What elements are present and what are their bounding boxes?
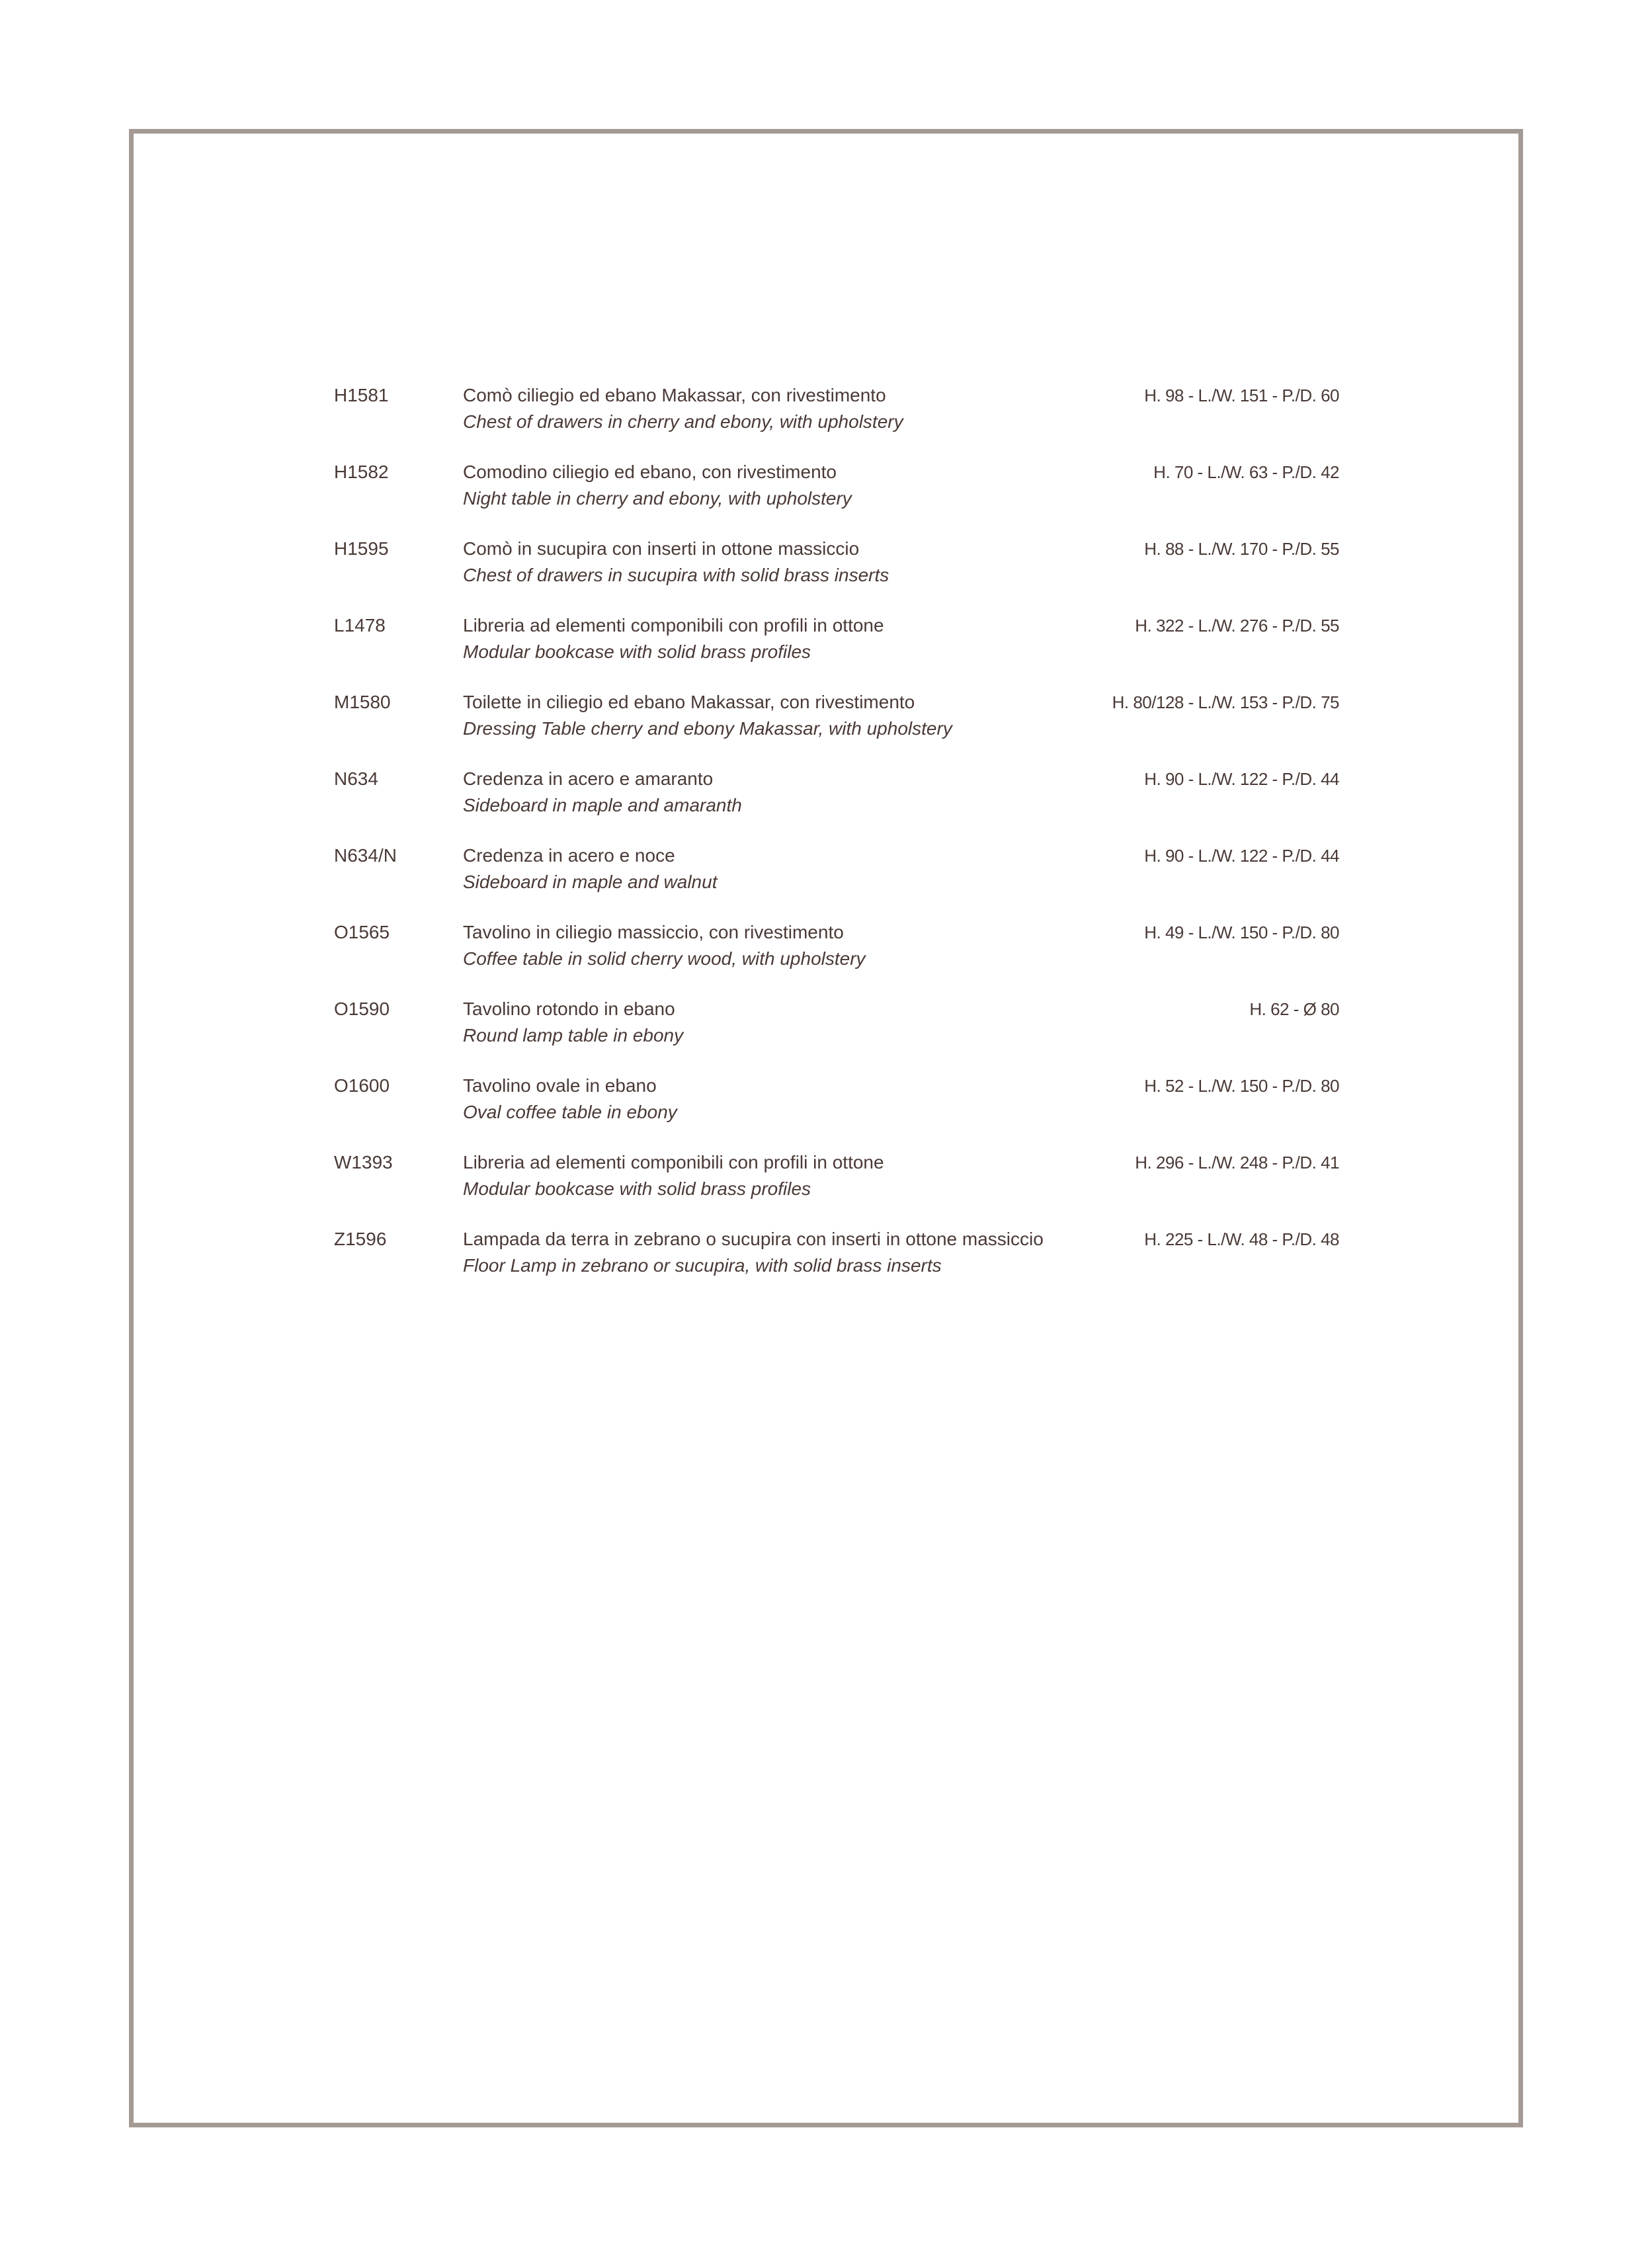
item-dimensions: H. 322 - L./W. 276 - P./D. 55	[1135, 616, 1339, 636]
item-description-english: Modular bookcase with solid brass profiles	[463, 1178, 811, 1199]
catalog-item	[334, 1073, 1339, 1126]
item-description-english: Night table in cherry and ebony, with upholstery	[463, 488, 852, 509]
item-description-italian: Libreria ad elementi componibili con profili in ottone	[463, 1152, 884, 1172]
item-dimensions: H. 62 - Ø 80	[1249, 999, 1339, 1019]
item-code: H1582	[334, 462, 389, 482]
item-description-italian: Comò in sucupira con inserti in ottone massiccio	[463, 538, 860, 559]
catalog-item	[334, 1226, 1339, 1279]
item-description-italian: Libreria ad elementi componibili con profili in ottone	[463, 615, 884, 636]
item-description-italian: Credenza in acero e noce	[463, 845, 675, 866]
item-code: O1600	[334, 1075, 390, 1096]
item-description	[463, 536, 1045, 589]
item-description	[463, 382, 1045, 435]
item-description-italian: Tavolino in ciliegio massiccio, con rivestimento	[463, 922, 844, 942]
catalog-list	[334, 382, 1339, 1303]
catalog-item	[334, 996, 1339, 1049]
item-description-english: Chest of drawers in sucupira with solid brass inserts	[463, 565, 889, 585]
item-dimensions: H. 49 - L./W. 150 - P./D. 80	[1144, 923, 1339, 942]
catalog-item	[334, 842, 1339, 895]
item-description	[463, 996, 1045, 1049]
item-description-italian: Comodino ciliegio ed ebano, con rivestimento	[463, 462, 837, 482]
catalog-item	[334, 1149, 1339, 1202]
catalog-item	[334, 689, 1339, 742]
item-code: W1393	[334, 1152, 393, 1172]
item-description-english: Floor Lamp in zebrano or sucupira, with solid brass inserts	[463, 1255, 942, 1276]
item-dimensions: H. 70 - L./W. 63 - P./D. 42	[1153, 462, 1339, 482]
catalog-item	[334, 919, 1339, 972]
item-description-english: Oval coffee table in ebony	[463, 1102, 677, 1122]
item-description	[463, 689, 1045, 742]
item-code: O1590	[334, 999, 390, 1019]
item-dimensions: H. 80/128 - L./W. 153 - P./D. 75	[1112, 692, 1339, 712]
item-dimensions: H. 52 - L./W. 150 - P./D. 80	[1144, 1076, 1339, 1096]
item-description-italian: Toilette in ciliegio ed ebano Makassar, con rivestimento	[463, 692, 915, 712]
item-description-english: Sideboard in maple and walnut	[463, 872, 718, 892]
item-description-italian: Lampada da terra in zebrano o sucupira con inserti in ottone massiccio	[463, 1229, 1044, 1249]
catalog-item	[334, 459, 1339, 512]
catalog-item	[334, 382, 1339, 435]
catalog-item	[334, 536, 1339, 589]
catalog-item	[334, 766, 1339, 819]
item-description	[463, 1226, 1045, 1279]
item-code: N634	[334, 768, 378, 789]
item-description	[463, 459, 1045, 512]
item-description	[463, 1073, 1045, 1126]
item-code: L1478	[334, 615, 386, 636]
item-dimensions: H. 98 - L./W. 151 - P./D. 60	[1144, 386, 1339, 405]
item-dimensions: H. 90 - L./W. 122 - P./D. 44	[1144, 769, 1339, 789]
item-dimensions: H. 296 - L./W. 248 - P./D. 41	[1135, 1153, 1339, 1172]
item-description-italian: Credenza in acero e amaranto	[463, 768, 714, 789]
item-description-english: Sideboard in maple and amaranth	[463, 795, 742, 815]
item-description-english: Dressing Table cherry and ebony Makassar, with upholstery	[463, 718, 952, 739]
item-dimensions: H. 225 - L./W. 48 - P./D. 48	[1144, 1229, 1339, 1249]
item-description-italian: Tavolino rotondo in ebano	[463, 999, 675, 1019]
item-description-italian: Comò ciliegio ed ebano Makassar, con rivestimento	[463, 385, 886, 405]
item-description	[463, 1149, 1045, 1202]
item-description	[463, 919, 1045, 972]
item-description-english: Coffee table in solid cherry wood, with upholstery	[463, 948, 866, 969]
item-dimensions: H. 88 - L./W. 170 - P./D. 55	[1144, 539, 1339, 559]
item-description	[463, 612, 1045, 665]
item-description-english: Modular bookcase with solid brass profiles	[463, 641, 811, 662]
item-code: Z1596	[334, 1229, 387, 1249]
catalog-item	[334, 612, 1339, 665]
item-description	[463, 842, 1045, 895]
item-description-english: Chest of drawers in cherry and ebony, with upholstery	[463, 411, 903, 432]
item-description-english: Round lamp table in ebony	[463, 1025, 684, 1046]
item-description-italian: Tavolino ovale in ebano	[463, 1075, 657, 1096]
item-code: H1581	[334, 385, 389, 405]
item-dimensions: H. 90 - L./W. 122 - P./D. 44	[1144, 846, 1339, 866]
item-code: O1565	[334, 922, 390, 942]
item-description	[463, 766, 1045, 819]
item-code: N634/N	[334, 845, 397, 866]
item-code: H1595	[334, 538, 389, 559]
item-code: M1580	[334, 692, 391, 712]
